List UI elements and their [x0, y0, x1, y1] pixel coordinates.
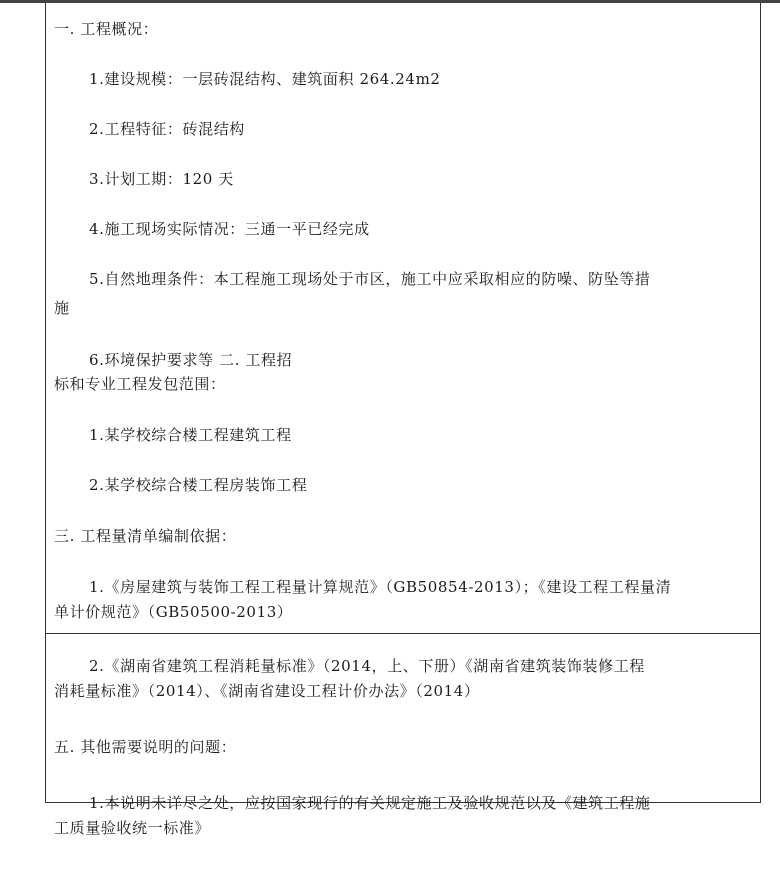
- section-heading-other: 五. 其他需要说明的问题：: [54, 738, 237, 756]
- overview-item-geography-cont: 施: [54, 299, 70, 317]
- bidding-item-decoration: 2.某学校综合楼工程房装饰工程: [89, 476, 308, 494]
- basis-item-2: 2.《湖南省建筑工程消耗量标准》（2014，上、下册）《湖南省建筑装饰装修工程: [89, 657, 645, 675]
- other-item-1: 1.本说明未详尽之处，应按国家现行的有关规定施工及验收规范以及《建筑工程施: [89, 794, 651, 812]
- overview-item-environment: 6.环境保护要求等 二. 工程招: [89, 351, 293, 369]
- basis-item-2-cont: 消耗量标准》（2014）、《湖南省建设工程计价办法》（2014）: [54, 682, 480, 700]
- basis-item-1: 1.《房屋建筑与装饰工程工程量计算规范》（GB50854-2013）；《建设工程工程量清: [89, 578, 672, 596]
- basis-item-1-cont: 单计价规范》（GB50500-2013）: [54, 603, 293, 621]
- table-right-border: [760, 3, 761, 803]
- section-heading-basis: 三. 工程量清单编制依据：: [54, 527, 237, 545]
- overview-item-features: 2.工程特征：砖混结构: [89, 120, 245, 138]
- overview-item-site: 4.施工现场实际情况：三通一平已经完成: [89, 220, 370, 238]
- overview-item-schedule: 3.计划工期：120 天: [89, 170, 234, 188]
- bidding-item-construction: 1.某学校综合楼工程建筑工程: [89, 426, 292, 444]
- other-item-1-cont: 工质量验收统一标准》: [54, 819, 211, 837]
- section-heading-bidding-cont: 标和专业工程发包范围：: [54, 375, 226, 393]
- table-row-divider: [45, 633, 761, 634]
- page-top-border: [0, 0, 780, 3]
- section-heading-overview: 一. 工程概况：: [54, 20, 159, 38]
- overview-item-geography: 5.自然地理条件：本工程施工现场处于市区，施工中应采取相应的防噪、防坠等措: [89, 270, 651, 288]
- table-left-border: [45, 3, 46, 803]
- overview-item-scale: 1.建设规模：一层砖混结构、建筑面积 264.24m2: [89, 70, 441, 88]
